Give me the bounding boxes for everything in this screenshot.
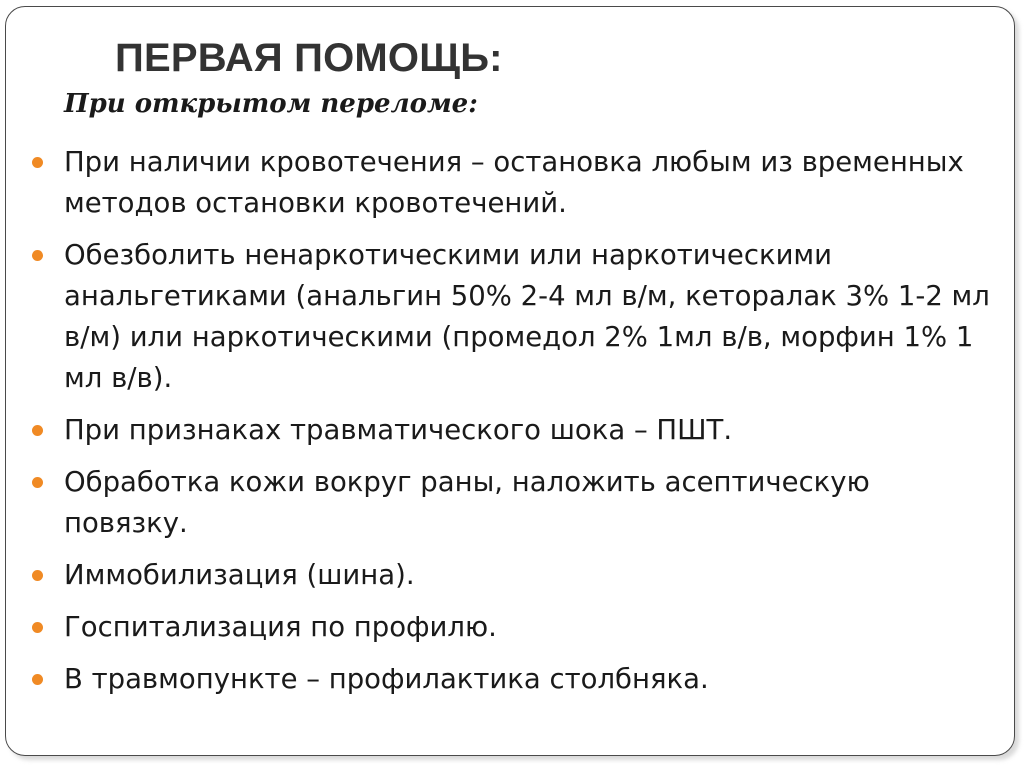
list-item — [30, 142, 990, 224]
list-item-text: Иммобилизация (шина). — [64, 559, 415, 591]
list-item — [30, 607, 990, 648]
bullet-icon — [32, 157, 43, 168]
bullet-icon — [32, 674, 43, 685]
bullet-icon — [32, 570, 43, 581]
list-item-text: В травмопункте – профилактика столбняка. — [64, 663, 709, 695]
list-item-text: Госпитализация по профилю. — [64, 611, 497, 643]
bullet-list — [30, 142, 990, 711]
slide-subtitle: При открытом переломе: — [64, 89, 478, 119]
bullet-icon — [32, 622, 43, 633]
bullet-icon — [32, 425, 43, 436]
list-item-text: При признаках травматического шока – ПШТ. — [64, 414, 733, 446]
list-item — [30, 659, 990, 700]
list-item-text: Обезболить ненаркотическими или наркотическими анальгетиками (анальгин 50% 2-4 мл в/м, кеторалак 3% 1-2 мл в/м) или наркотическими (промедол 2% 1мл в/в, морфин 1% 1 мл в/в). — [64, 239, 990, 394]
list-item-text: При наличии кровотечения – остановка любым из временных методов остановки кровотечений. — [64, 146, 964, 219]
bullet-icon — [32, 250, 43, 261]
list-item — [30, 410, 990, 451]
list-item — [30, 235, 990, 399]
bullet-icon — [32, 477, 43, 488]
list-item — [30, 555, 990, 596]
list-item-text: Обработка кожи вокруг раны, наложить асептическую повязку. — [64, 466, 870, 539]
slide-title: ПЕРВАЯ ПОМОЩЬ: — [115, 36, 503, 80]
list-item — [30, 462, 990, 544]
